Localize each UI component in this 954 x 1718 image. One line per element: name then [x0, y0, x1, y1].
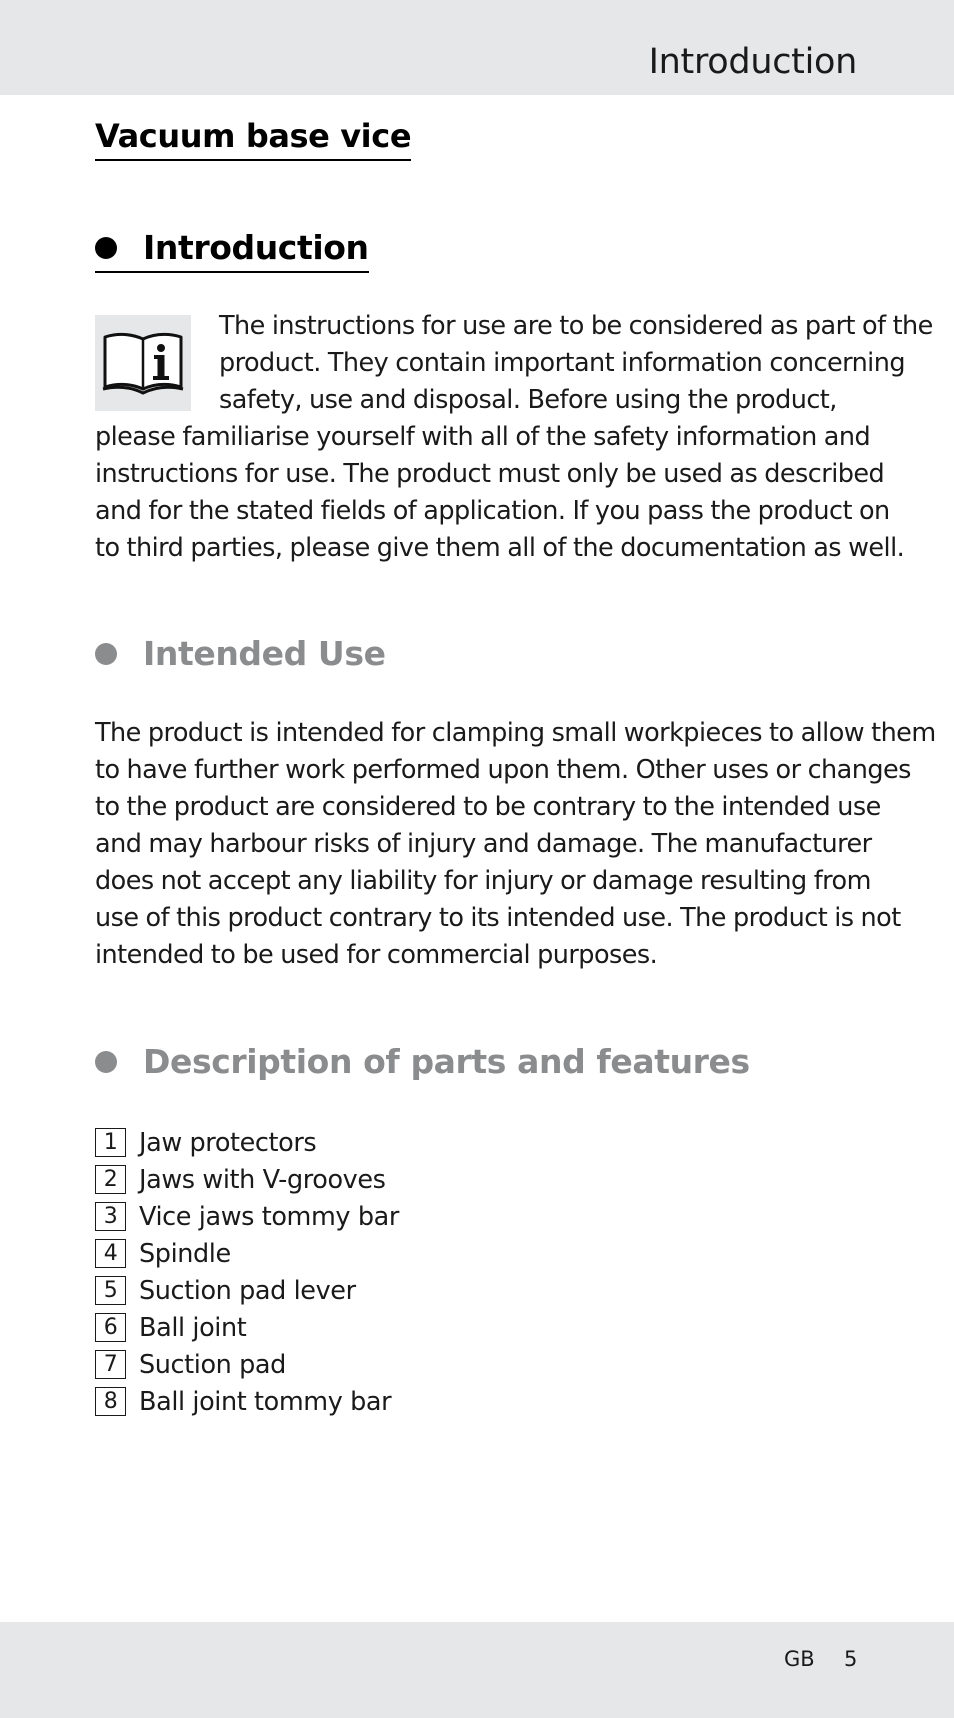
text-line: to have further work performed upon them. Other uses or changes — [95, 755, 911, 785]
text-line: use of this product contrary to its intended use. The product is not — [95, 903, 901, 933]
list-item — [95, 1198, 399, 1235]
section-heading-introduction — [95, 228, 369, 273]
part-label: Jaw protectors — [139, 1127, 317, 1158]
list-item — [95, 1309, 399, 1346]
text-line: and for the stated fields of application. If you pass the product on — [95, 496, 890, 526]
footer-language-code: GB — [784, 1647, 815, 1671]
part-label: Ball joint — [139, 1312, 247, 1343]
part-number-box: 5 — [95, 1276, 126, 1305]
list-item — [95, 1235, 399, 1272]
section-heading-label: Introduction — [143, 228, 369, 267]
part-label: Ball joint tommy bar — [139, 1386, 392, 1417]
part-label: Spindle — [139, 1238, 231, 1269]
text-line: to the product are considered to be contrary to the intended use — [95, 792, 881, 822]
part-label: Vice jaws tommy bar — [139, 1201, 399, 1232]
part-number-box: 7 — [95, 1350, 126, 1379]
list-item — [95, 1346, 399, 1383]
section-heading-label: Description of parts and features — [143, 1042, 750, 1081]
document-title: Vacuum base vice — [95, 117, 411, 161]
part-number-box: 8 — [95, 1387, 126, 1416]
running-header-title: Introduction — [648, 42, 857, 82]
part-label: Jaws with V-grooves — [139, 1164, 386, 1195]
list-item — [95, 1272, 399, 1309]
introduction-paragraph — [95, 308, 933, 567]
list-item — [95, 1124, 399, 1161]
part-label: Suction pad — [139, 1349, 286, 1380]
text-line: instructions for use. The product must only be used as described — [95, 459, 885, 489]
text-line: does not accept any liability for injury or damage resulting from — [95, 866, 871, 896]
part-number-box: 4 — [95, 1239, 126, 1268]
part-number-box: 3 — [95, 1202, 126, 1231]
parts-list — [95, 1124, 399, 1420]
text-line: safety, use and disposal. Before using the product, — [219, 385, 837, 415]
bullet-icon — [95, 643, 117, 665]
text-line: The instructions for use are to be considered as part of the — [219, 311, 933, 341]
text-line: please familiarise yourself with all of the safety information and — [95, 422, 871, 452]
part-number-box: 6 — [95, 1313, 126, 1342]
list-item — [95, 1161, 399, 1198]
list-item — [95, 1383, 399, 1420]
part-label: Suction pad lever — [139, 1275, 356, 1306]
part-number-box: 1 — [95, 1128, 126, 1157]
text-line: The product is intended for clamping small workpieces to allow them — [95, 718, 936, 748]
text-line: to third parties, please give them all of the documentation as well. — [95, 533, 905, 563]
text-line: and may harbour risks of injury and damage. The manufacturer — [95, 829, 872, 859]
section-heading-parts — [95, 1042, 750, 1081]
bullet-icon — [95, 237, 117, 259]
part-number-box: 2 — [95, 1165, 126, 1194]
section-heading-intended-use — [95, 634, 386, 673]
text-line: intended to be used for commercial purposes. — [95, 940, 658, 970]
intended-use-paragraph — [95, 715, 936, 974]
footer-page-number: 5 — [844, 1647, 858, 1671]
bullet-icon — [95, 1051, 117, 1073]
section-heading-label: Intended Use — [143, 634, 386, 673]
text-line: product. They contain important information concerning — [219, 348, 905, 378]
